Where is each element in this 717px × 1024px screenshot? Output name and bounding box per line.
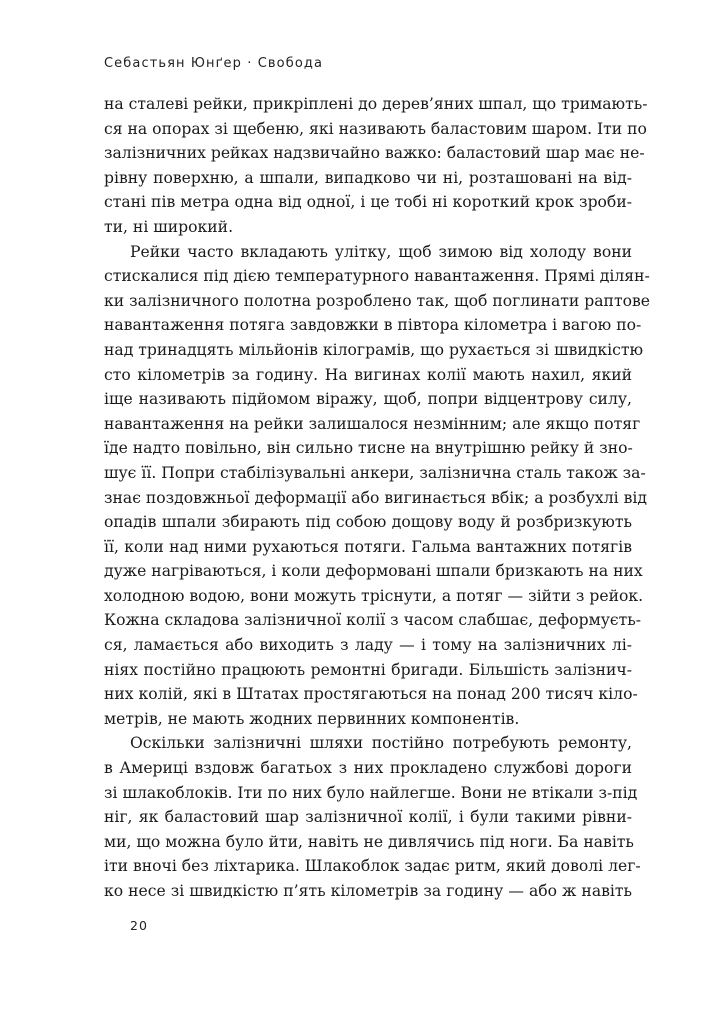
text-line: холодною водою, вони можуть тріснути, а потяг — зійти з рейок. (104, 586, 644, 605)
text-line: опадів шпали збирають під собою дощову воду й розбризкують (104, 513, 632, 532)
text-line: над тринадцять мільйонів кілограмів, що рухається зі швидкістю (104, 340, 644, 359)
text-line: її, коли над ними рухаються потяги. Гальма вантажних потягів (104, 537, 632, 556)
paragraph (104, 731, 641, 903)
text-line: дуже нагріваються, і коли деформовані шпали бризкають на них (104, 562, 643, 581)
text-line: в Америці вздовж багатьох з них прокладено службові дороги (104, 759, 632, 778)
text-line: рівну поверхню, а шпали, випадково чи ні, розташовані на від- (104, 168, 632, 187)
text-line: Оскільки залізничні шляхи постійно потребують ремонту, (130, 734, 632, 753)
body-text (104, 92, 650, 904)
running-header: Себастьян Юнґер · Свобода (104, 56, 324, 71)
text-line: іще називають підйомом віражу, щоб, попри відцентрову силу, (104, 390, 632, 409)
page-number: 20 (130, 918, 148, 933)
text-line: метрів, не мають жодних первинних компонентів. (104, 709, 520, 728)
text-line: навантаження потяга завдовжки в півтора кілометра і вагою по- (104, 316, 642, 335)
text-line: ніях постійно працюють ремонтні бригади. Більшість залізнич- (104, 660, 632, 679)
text-line: Кожна складова залізничної колії з часом слабшає, деформуєть- (104, 611, 642, 630)
text-line: ми, що можна було йти, навіть не дивлячись під ноги. Ба навіть (104, 832, 634, 851)
text-line: зі шлакоблоків. Іти по них було найлегше. Вони не втікали з-під (104, 783, 638, 802)
text-line: навантаження на рейки залишалося незмінним; але якщо потяг (104, 414, 641, 433)
text-line: шує її. Попри стабілізувальні анкери, залізнична сталь також за- (104, 463, 646, 482)
paragraph (104, 240, 650, 732)
text-line: них колій, які в Штатах простягаються на понад 200 тисяч кіло- (104, 685, 638, 704)
text-line: стані пів метра одна від одної, і це тобі ні короткий крок зроби- (104, 193, 632, 212)
text-line: на сталеві рейки, прикріплені до дерев’яних шпал, що тримають- (104, 95, 648, 113)
text-line: знає поздовжньої деформації або вигинається вбік; а розбухлі від (104, 488, 647, 507)
text-line: стискалися під дією температурного навантаження. Прямі ділян- (104, 267, 650, 286)
text-line: ки залізничного полотна розроблено так, щоб поглинати раптове (104, 291, 650, 310)
paragraph (104, 92, 648, 240)
text-line: ти, ні широкий. (104, 217, 234, 236)
text-line: їде надто повільно, він сильно тисне на внутрішню рейку й зно- (104, 439, 633, 458)
text-line: Рейки часто вкладають улітку, щоб зимою від холоду вони (130, 242, 632, 261)
text-line: ніг, як баластовий шар залізничної колії, і були такими рівни- (104, 808, 632, 827)
text-line: залізничних рейках надзвичайно важко: баластовий шар має не- (104, 144, 645, 163)
text-line: ся, ламається або виходить з ладу — і тому на залізничних лі- (104, 636, 632, 655)
text-line: ко несе зі швидкістю п’ять кілометрів за годину — або ж навіть (104, 882, 632, 900)
text-line: сто кілометрів за годину. На вигинах колії мають нахил, який (104, 365, 632, 384)
text-line: ся на опорах зі щебеню, які називають баластовим шаром. Іти по (104, 119, 647, 138)
text-line: іти вночі без ліхтарика. Шлакоблок задає ритм, який доволі лег- (104, 857, 641, 876)
